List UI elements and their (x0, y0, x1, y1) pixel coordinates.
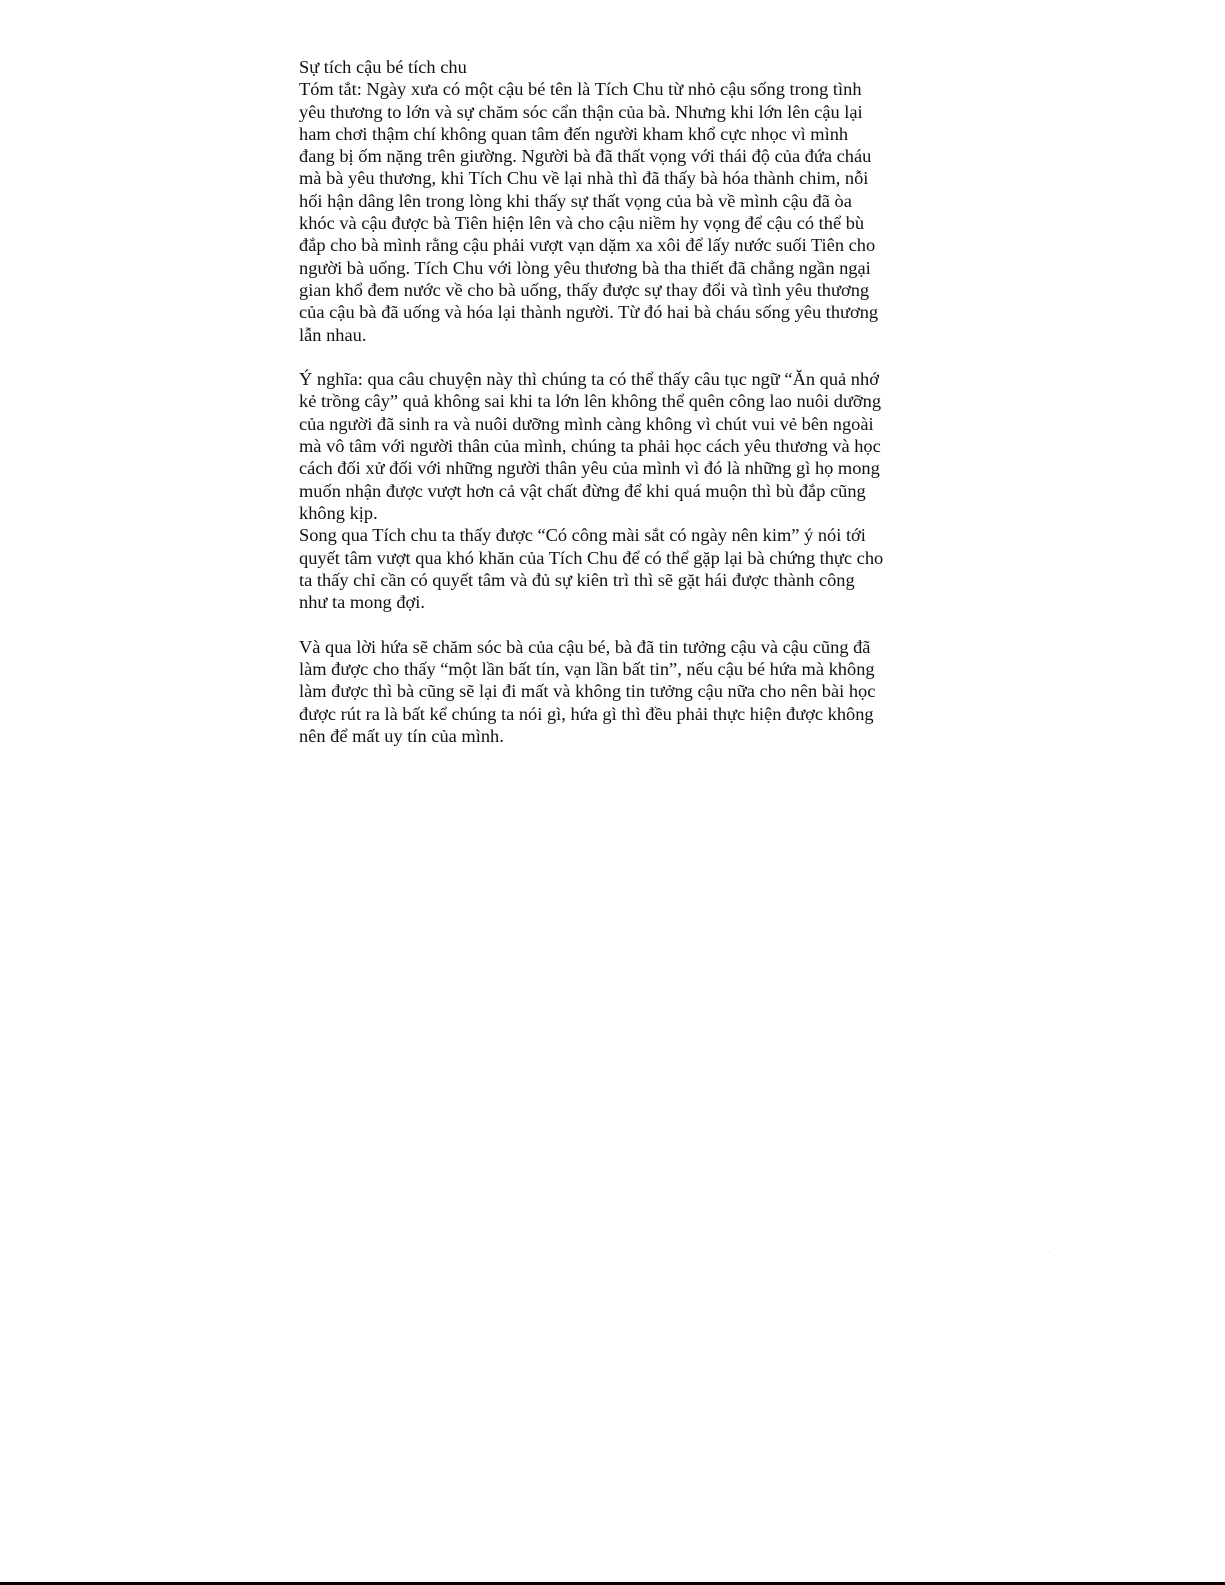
summary-line: mà bà yêu thương, khi Tích Chu về lại nhà thì đã thấy bà hóa thành chim, nỗi (299, 168, 869, 189)
meaning-line: cách đối xử đối với những người thân yêu của mình vì đó là những gì họ mong (299, 458, 880, 479)
summary-line: gian khổ đem nước về cho bà uống, thấy được sự thay đổi và tình yêu thương (299, 279, 870, 300)
meaning-line: của người đã sinh ra và nuôi dưỡng mình càng không vì chút vui vẻ bên ngoài (299, 413, 874, 434)
promise-line: được rút ra là bất kể chúng ta nói gì, hứa gì thì đều phải thực hiện được không (299, 703, 874, 724)
song-line: Song qua Tích chu ta thấy được “Có công mài sắt có ngày nên kim” ý nói tới (299, 525, 866, 546)
summary-line: lẫn nhau. (299, 324, 367, 345)
promise-paragraph (299, 636, 924, 747)
summary-line: đang bị ốm nặng trên giường. Người bà đã thất vọng với thái độ của đứa cháu (299, 146, 872, 167)
song-paragraph (299, 524, 924, 613)
document-title: Sự tích cậu bé tích chu (299, 57, 467, 77)
paragraph-gap (299, 346, 924, 368)
meaning-line: không kịp. (299, 502, 378, 523)
summary-line: ham chơi thậm chí không quan tâm đến người kham khổ cực nhọc vì mình (299, 123, 849, 144)
summary-line: hối hận dâng lên trong lòng khi thấy sự thất vọng của bà về mình cậu đã òa (299, 190, 852, 211)
song-line: như ta mong đợi. (299, 592, 425, 613)
summary-line: khóc và cậu được bà Tiên hiện lên và cho cậu niềm hy vọng để cậu có thể bù (299, 213, 865, 234)
meaning-line: muốn nhận được vượt hơn cả vật chất đừng để khi quá muộn thì bù đắp cũng (299, 480, 866, 501)
meaning-line: mà vô tâm với người thân của mình, chúng ta phải học cách yêu thương và học (299, 436, 881, 457)
meaning-paragraph (299, 368, 924, 524)
promise-line: nên để mất uy tín của mình. (299, 725, 504, 746)
summary-line: yêu thương to lớn và sự chăm sóc cẩn thận của bà. Nhưng khi lớn lên cậu lại (299, 101, 863, 122)
song-line: quyết tâm vượt qua khó khăn của Tích Chu để có thể gặp lại bà chứng thực cho (299, 547, 884, 568)
promise-line: làm được thì bà cũng sẽ lại đi mất và không tin tưởng cậu nữa cho nên bài học (299, 681, 876, 702)
promise-line: Và qua lời hứa sẽ chăm sóc bà của cậu bé, bà đã tin tưởng cậu và cậu cũng đã (299, 636, 871, 657)
summary-line: Tóm tắt: Ngày xưa có một cậu bé tên là Tích Chu từ nhỏ cậu sống trong tình (299, 79, 862, 100)
summary-line: đắp cho bà mình rằng cậu phải vượt vạn dặm xa xôi để lấy nước suối Tiên cho (299, 235, 876, 256)
summary-paragraph (299, 78, 924, 346)
summary-line: của cậu bà đã uống và hóa lại thành người. Từ đó hai bà cháu sống yêu thương (299, 302, 879, 323)
meaning-line: kẻ trồng cây” quả không sai khi ta lớn lên không thể quên công lao nuôi dưỡng (299, 391, 882, 412)
scan-speck (1049, 1252, 1050, 1253)
song-line: ta thấy chỉ cần có quyết tâm và đủ sự kiên trì thì sẽ gặt hái được thành công (299, 569, 855, 590)
document-body (299, 56, 924, 747)
meaning-line: Ý nghĩa: qua câu chuyện này thì chúng ta có thể thấy câu tục ngữ “Ăn quả nhớ (299, 369, 879, 390)
paragraph-gap (299, 613, 924, 635)
summary-line: người bà uống. Tích Chu với lòng yêu thương bà tha thiết đã chẳng ngần ngại (299, 257, 871, 278)
promise-line: làm được cho thấy “một lần bất tín, vạn lần bất tin”, nếu cậu bé hứa mà không (299, 659, 875, 680)
